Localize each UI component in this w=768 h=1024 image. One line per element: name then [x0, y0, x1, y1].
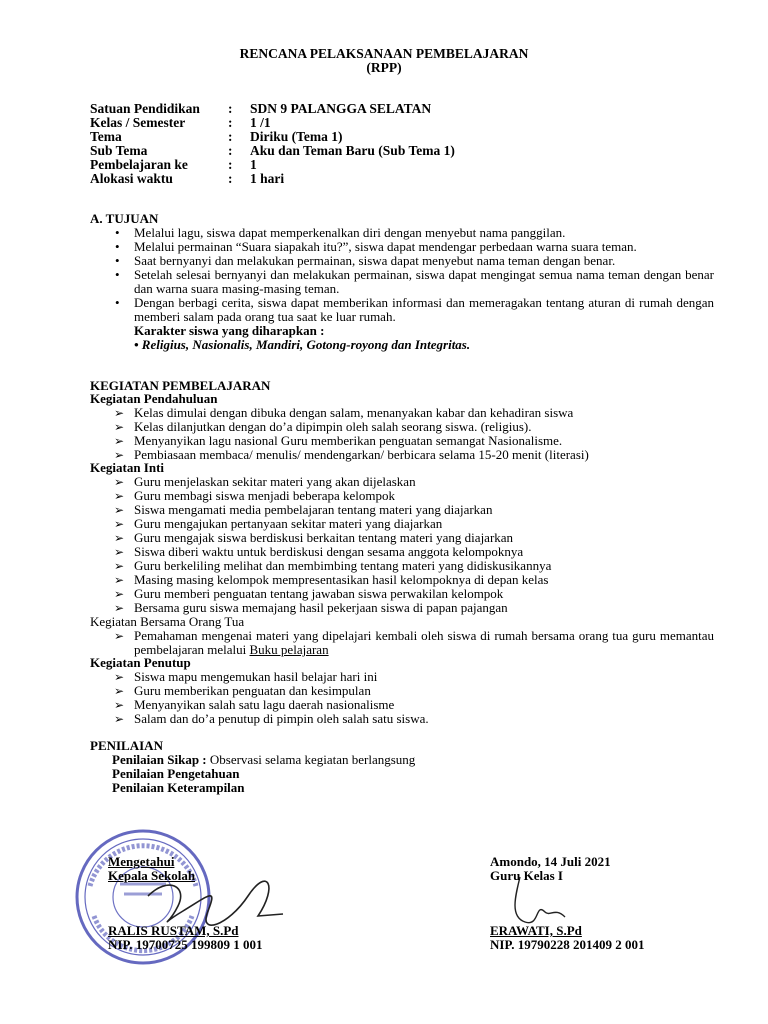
orang-tua-item [134, 629, 714, 657]
identity-value: 1 /1 [250, 115, 271, 130]
document-title: RENCANA PELAKSANAAN PEMBELAJARAN [239, 46, 529, 61]
identity-label: Pembelajaran ke [90, 157, 188, 172]
identity-value: SDN 9 PALANGGA SELATAN [250, 101, 432, 116]
signature-right-name: ERAWATI, S.Pd [490, 923, 582, 938]
arrow-bullet-icon: ➢ [114, 531, 125, 545]
identity-colon: : [228, 157, 233, 172]
karakter-heading: Karakter siswa yang diharapkan : [134, 323, 325, 338]
kegiatan-heading: KEGIATAN PEMBELAJARAN [90, 378, 271, 393]
inti-item: Masing masing kelompok mempresentasikan hasil kelompoknya di depan kelas [134, 572, 549, 587]
penilaian-sikap [112, 753, 415, 767]
bullet-icon: • [115, 267, 120, 282]
arrow-bullet-icon: ➢ [114, 406, 125, 420]
arrow-bullet-icon: ➢ [114, 559, 125, 573]
signature-left-name: RALIS RUSTAM, S.Pd [108, 923, 239, 938]
tujuan-item: Saat bernyanyi dan melakukan permainan, siswa dapat menyebut nama teman dengan benar. [134, 253, 616, 268]
inti-item: Guru berkeliling melihat dan membimbing tentang materi yang didiskusikannya [134, 558, 552, 573]
identity-colon: : [228, 115, 233, 130]
inti-item: Guru mengajak siswa berdiskusi berkaitan tentang materi yang diajarkan [134, 530, 514, 545]
inti-item: Guru menjelaskan sekitar materi yang akan dijelaskan [134, 474, 416, 489]
arrow-bullet-icon: ➢ [114, 587, 125, 601]
pendahuluan-item: Kelas dimulai dengan dibuka dengan salam, menanyakan kabar dan kehadiran siswa [134, 405, 574, 420]
tujuan-item: Setelah selesai bernyanyi dan melakukan permainan, siswa dapat mengingat semua nama teman dengan benar dan warna suara masing-masing teman. [134, 267, 714, 296]
identity-colon: : [228, 143, 233, 158]
penilaian-sikap-value: Observasi selama kegiatan berlangsung [209, 752, 416, 767]
signature-left-nip: NIP. 19700725 199809 1 001 [108, 937, 263, 952]
bullet-icon: • [115, 225, 120, 240]
arrow-bullet-icon: ➢ [114, 503, 125, 517]
orang-tua-heading: Kegiatan Bersama Orang Tua [90, 614, 245, 629]
signature-right-line2: Guru Kelas I [490, 868, 563, 883]
arrow-bullet-icon: ➢ [114, 684, 125, 698]
inti-item: Siswa diberi waktu untuk berdiskusi dengan sesama anggota kelompoknya [134, 544, 524, 559]
identity-colon: : [228, 101, 233, 116]
bullet-icon: • [115, 295, 120, 310]
arrow-bullet-icon: ➢ [114, 489, 125, 503]
tujuan-heading: A. TUJUAN [90, 211, 159, 226]
penilaian-keterampilan: Penilaian Keterampilan [112, 780, 245, 795]
penilaian-heading: PENILAIAN [90, 738, 163, 753]
orang-tua-item-text: Pemahaman mengenai materi yang dipelajari kembali oleh siswa di rumah bersama orang tua guru memantau pembelajaran melalui [134, 628, 714, 657]
penutup-item: Siswa mapu mengemukan hasil belajar hari ini [134, 669, 378, 684]
document-subtitle: (RPP) [366, 60, 402, 75]
arrow-bullet-icon: ➢ [114, 712, 125, 726]
identity-label: Kelas / Semester [90, 115, 186, 130]
inti-heading: Kegiatan Inti [90, 460, 165, 475]
penilaian-pengetahuan: Penilaian Pengetahuan [112, 766, 240, 781]
arrow-bullet-icon: ➢ [114, 629, 125, 643]
identity-value: Diriku (Tema 1) [250, 129, 343, 144]
inti-item: Guru membagi siswa menjadi beberapa kelompok [134, 488, 396, 503]
identity-value: Aku dan Teman Baru (Sub Tema 1) [250, 143, 455, 158]
identity-label: Alokasi waktu [90, 171, 173, 186]
bullet-icon: • [115, 239, 120, 254]
arrow-bullet-icon: ➢ [114, 545, 125, 559]
buku-pelajaran-link: Buku pelajaran [249, 642, 329, 657]
identity-value: 1 hari [250, 171, 285, 186]
tujuan-item: Dengan berbagi cerita, siswa dapat memberikan informasi dan memeragakan tentang aturan di rumah dengan memberi salam pada orang tua saat ke luar rumah. [134, 295, 714, 324]
pendahuluan-item: Menyanyikan lagu nasional Guru memberikan penguatan semangat Nasionalisme. [134, 433, 563, 448]
penutup-item: Guru memberikan penguatan dan kesimpulan [134, 683, 371, 698]
identity-value: 1 [250, 157, 257, 172]
arrow-bullet-icon: ➢ [114, 434, 125, 448]
arrow-bullet-icon: ➢ [114, 601, 125, 615]
signature-right-line1: Amondo, 14 Juli 2021 [490, 854, 611, 869]
arrow-bullet-icon: ➢ [114, 475, 125, 489]
inti-item: Guru mengajukan pertanyaan sekitar materi yang diajarkan [134, 516, 443, 531]
arrow-bullet-icon: ➢ [114, 517, 125, 531]
arrow-bullet-icon: ➢ [114, 420, 125, 434]
inti-item: Guru memberi penguatan tentang jawaban siswa perwakilan kelompok [134, 586, 504, 601]
inti-item: Bersama guru siswa memajang hasil pekerjaan siswa di papan pajangan [134, 600, 508, 615]
arrow-bullet-icon: ➢ [114, 670, 125, 684]
arrow-bullet-icon: ➢ [114, 448, 125, 462]
signature-left-line2: Kepala Sekolah [108, 868, 196, 883]
pendahuluan-item: Pembiasaan membaca/ menulis/ mendengarkan/ berbicara selama 15-20 menit (literasi) [134, 447, 589, 462]
identity-colon: : [228, 171, 233, 186]
inti-item: Siswa mengamati media pembelajaran tentang materi yang diajarkan [134, 502, 493, 517]
tujuan-item: Melalui permainan “Suara siapakah itu?”, siswa dapat mendengar perbedaan warna suara teman. [134, 239, 637, 254]
penutup-heading: Kegiatan Penutup [90, 655, 191, 670]
identity-label: Tema [90, 129, 122, 144]
signature-right-nip: NIP. 19790228 201409 2 001 [490, 937, 645, 952]
identity-colon: : [228, 129, 233, 144]
tujuan-item: Melalui lagu, siswa dapat memperkenalkan diri dengan menyebut nama panggilan. [134, 225, 566, 240]
penilaian-sikap-label: Penilaian Sikap : [112, 752, 207, 767]
penutup-item: Salam dan do’a penutup di pimpin oleh salah satu siswa. [134, 711, 429, 726]
penutup-item: Menyanyikan salah satu lagu daerah nasionalisme [134, 697, 395, 712]
pendahuluan-heading: Kegiatan Pendahuluan [90, 391, 218, 406]
arrow-bullet-icon: ➢ [114, 573, 125, 587]
bullet-icon: • [115, 253, 120, 268]
pendahuluan-item: Kelas dilanjutkan dengan do’a dipimpin oleh salah seorang siswa. (religius). [134, 419, 532, 434]
identity-label: Sub Tema [90, 143, 148, 158]
arrow-bullet-icon: ➢ [114, 698, 125, 712]
signature-left-line1: Mengetahui [108, 854, 175, 869]
identity-label: Satuan Pendidikan [90, 101, 200, 116]
karakter-values: • Religius, Nasionalis, Mandiri, Gotong-royong dan Integritas. [134, 337, 471, 352]
